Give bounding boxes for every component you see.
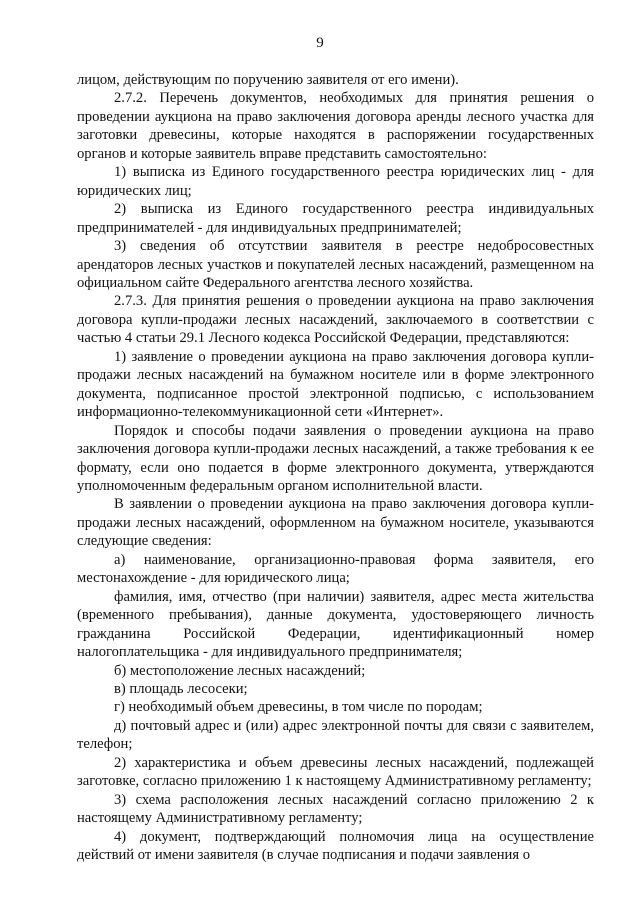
list-item-1: 1) выписка из Единого государственного реестра юридических лиц - для юридических лиц;	[77, 164, 594, 199]
list-item-2: 2) выписка из Единого государственного реестра индивидуальных предпринимателей - для индивидуальных предпринимателей;	[77, 201, 594, 236]
list-item-v: в) площадь лесосеки;	[114, 680, 248, 697]
list-item-a-individual: фамилия, имя, отчество (при наличии) заявителя, адрес места жительства (временного пребывания), данные документа, удостоверяющего личность гражданина Российской Федерации, идентификационный номер налогоплательщика - для индивидуального предпринимателя;	[77, 588, 594, 661]
list-item-application: 1) заявление о проведении аукциона на право заключения договора купли-продажи лесных насаждений на бумажном носителе или в форме электронного документа, подписанное простой электронной подписью, с использованием информационно-телекоммуникационной сети «Интернет».	[77, 348, 594, 421]
paragraph-section-2-7-2: 2.7.2. Перечень документов, необходимых для принятия решения о проведении аукциона на право заключения договора аренды лесного участка для заготовки древесины, которые находятся в распоряжении государственных органов и которые заявитель вправе представить самостоятельно:	[77, 90, 594, 162]
list-item-a: а) наименование, организационно-правовая форма заявителя, его местонахождение - для юридического лица;	[77, 551, 594, 587]
document-body	[77, 71, 594, 864]
list-item-g: г) необходимый объем древесины, в том числе по породам;	[114, 699, 483, 716]
list-item-b: б) местоположение лесных насаждений;	[114, 662, 366, 679]
list-item-characteristics: 2) характеристика и объем древесины лесных насаждений, подлежащей заготовке, согласно приложению 1 к настоящему Административному регламенту;	[77, 754, 594, 790]
list-item-d: д) почтовый адрес и (или) адрес электронной почты для связи с заявителем, телефон;	[77, 717, 594, 753]
list-item-scheme: 3) схема расположения лесных насаждений согласно приложению 2 к настоящему Административному регламенту;	[77, 791, 594, 827]
page-number: 9	[316, 35, 324, 51]
paragraph-continuation: лицом, действующим по поручению заявителя от его имени).	[77, 72, 459, 88]
list-item-authority-document: 4) документ, подтверждающий полномочия лица на осуществление действий от имени заявителя (в случае подписания и подачи заявления о	[77, 828, 594, 864]
paragraph-submission-order: Порядок и способы подачи заявления о проведении аукциона на право заключения договора купли-продажи лесных насаждений, а также требования к ее формату, если оно подается в форме электронного документа, утверждаются уполномоченным федеральным органом исполнительной власти.	[77, 422, 594, 494]
paragraph-section-2-7-3: 2.7.3. Для принятия решения о проведении аукциона на право заключения договора купли-продажи лесных насаждений, заключаемого в соответствии с частью 4 статьи 29.1 Лесного кодекса Российской Федерации, представляются:	[77, 293, 594, 347]
list-item-3: 3) сведения об отсутствии заявителя в реестре недобросовестных арендаторов лесных участков и покупателей лесных насаждений, размещенном на официальном сайте Федерального агентства лесного хозяйства.	[77, 238, 594, 291]
paragraph-application-content: В заявлении о проведении аукциона на право заключения договора купли-продажи лесных насаждений, оформленном на бумажном носителе, указываются следующие сведения:	[77, 496, 594, 550]
